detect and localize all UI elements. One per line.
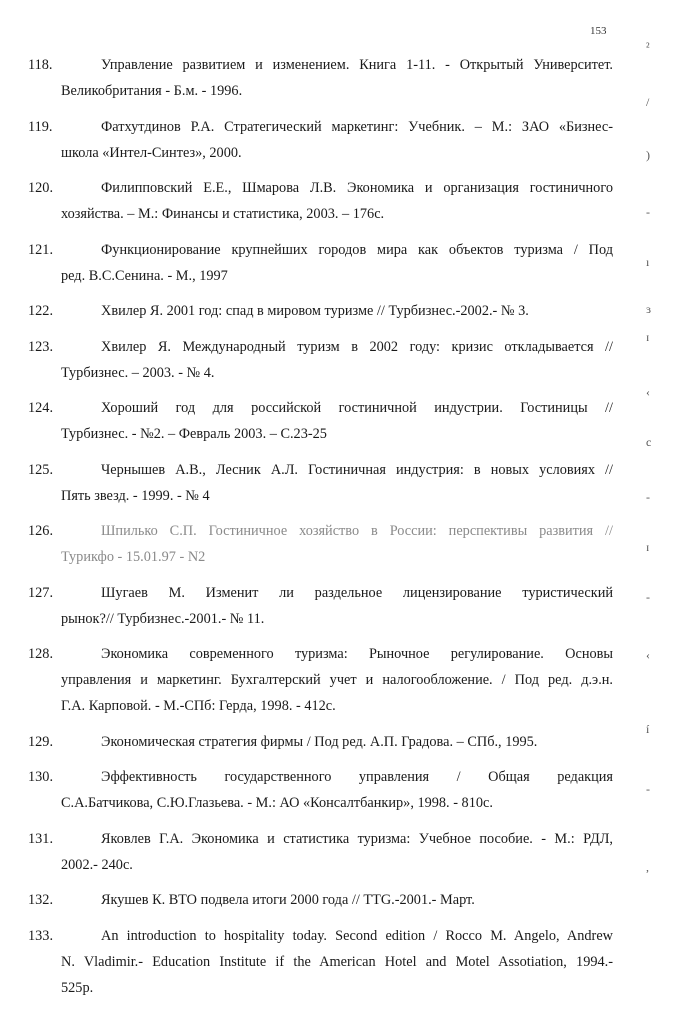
reference-line: Управление развитием и изменением. Книга 1-11. - Открытый Университет. bbox=[101, 57, 613, 73]
reference-number: 120. bbox=[28, 180, 54, 196]
reference-entry bbox=[0, 518, 700, 570]
reference-number: 131. bbox=[28, 830, 54, 847]
margin-artifact-mark: , bbox=[646, 860, 649, 874]
reference-entry bbox=[0, 237, 700, 289]
reference-line: Якушев К. ВТО подвела итоги 2000 года // TTG.-2001.- Март. bbox=[101, 892, 475, 908]
margin-artifact-mark: ɜ bbox=[646, 302, 652, 316]
margin-artifact-mark: ɪ bbox=[646, 330, 650, 344]
reference-line: Пять звезд. - 1999. - № 4 bbox=[61, 487, 210, 504]
reference-line: Фатхутдинов Р.А. Стратегический маркетинг: Учебник. – М.: ЗАО «Бизнес- bbox=[101, 118, 613, 135]
reference-number: 118. bbox=[28, 57, 53, 73]
reference-line: An introduction to hospitality today. Second edition / Rocco M. Angelo, Andrew bbox=[101, 927, 613, 944]
reference-entry bbox=[0, 923, 700, 1001]
margin-artifact-mark: / bbox=[646, 95, 650, 109]
margin-artifact-mark: c bbox=[646, 435, 652, 449]
reference-entry bbox=[0, 395, 700, 447]
reference-entry bbox=[0, 580, 700, 632]
reference-number: 129. bbox=[28, 733, 54, 750]
reference-line: Турбизнес. - №2. – Февраль 2003. – С.23-25 bbox=[61, 426, 327, 442]
reference-line: 525p. bbox=[61, 979, 94, 996]
reference-entry bbox=[0, 52, 700, 104]
reference-entry bbox=[0, 887, 700, 913]
reference-line: Великобритания - Б.м. - 1996. bbox=[61, 83, 243, 99]
reference-number: 121. bbox=[28, 241, 54, 258]
margin-artifact-mark: ı bbox=[646, 255, 650, 269]
reference-entry bbox=[0, 826, 700, 878]
reference-entry bbox=[0, 114, 700, 166]
reference-number: 119. bbox=[28, 118, 53, 135]
reference-line: N. Vladimir.- Education Institute if the American Hotel and Motel Assotiation, 1994.- bbox=[61, 953, 613, 970]
reference-number: 132. bbox=[28, 892, 54, 908]
reference-line: Чернышев А.В., Лесник А.Л. Гостиничная индустрия: в новых условиях // bbox=[101, 461, 613, 478]
reference-number: 124. bbox=[28, 400, 54, 416]
reference-line: ред. В.С.Сенина. - М., 1997 bbox=[61, 267, 228, 284]
reference-line: Шугаев М. Изменит ли раздельное лицензирование туристический bbox=[101, 584, 613, 601]
margin-artifact-mark: ² bbox=[646, 40, 650, 54]
margin-artifact-mark: ‹ bbox=[646, 385, 650, 399]
reference-line: Турикфо - 15.01.97 - N2 bbox=[61, 549, 206, 565]
reference-number: 125. bbox=[28, 461, 54, 478]
margin-artifact-mark: - bbox=[646, 490, 650, 504]
margin-artifact-mark: ) bbox=[646, 148, 650, 162]
reference-line: рынок?// Турбизнес.-2001.- № 11. bbox=[61, 610, 265, 627]
reference-entry bbox=[0, 641, 700, 719]
reference-line: Шпилько С.П. Гостиничное хозяйство в России: перспективы развития // bbox=[101, 523, 613, 539]
reference-line: Эффективность государственного управления / Общая редакция bbox=[101, 769, 613, 785]
margin-artifact-mark: ‹ bbox=[646, 648, 650, 662]
reference-number: 133. bbox=[28, 927, 54, 944]
reference-entry bbox=[0, 729, 700, 755]
reference-line: Филипповский Е.Е., Шмарова Л.В. Экономика и организация гостиничного bbox=[101, 180, 613, 196]
reference-entry bbox=[0, 764, 700, 816]
reference-number: 128. bbox=[28, 646, 54, 662]
reference-line: Хвилер Я. Международный туризм в 2002 году: кризис откладывается // bbox=[101, 338, 613, 355]
reference-entry bbox=[0, 334, 700, 386]
margin-artifact-mark: - bbox=[646, 782, 650, 796]
page-number: 153 bbox=[590, 25, 607, 37]
reference-line: Экономика современного туризма: Рыночное регулирование. Основы bbox=[101, 646, 613, 662]
reference-line: Хвилер Я. 2001 год: спад в мировом туризме // Турбизнес.-2002.- № 3. bbox=[101, 303, 529, 319]
reference-line: 2002.- 240с. bbox=[61, 856, 133, 873]
reference-line: Хороший год для российской гостиничной индустрии. Гостиницы // bbox=[101, 400, 613, 416]
reference-entry bbox=[0, 457, 700, 509]
margin-artifact-mark: í bbox=[646, 722, 650, 736]
reference-line: Г.А. Карповой. - М.-СПб: Герда, 1998. - 412с. bbox=[61, 698, 336, 714]
reference-line: Функционирование крупнейших городов мира как объектов туризма / Под bbox=[101, 241, 613, 258]
reference-number: 122. bbox=[28, 303, 54, 319]
margin-artifact-mark: ɪ bbox=[646, 540, 650, 554]
reference-line: Экономическая стратегия фирмы / Под ред. А.П. Градова. – СПб., 1995. bbox=[101, 733, 538, 750]
reference-line: Турбизнес. – 2003. - № 4. bbox=[61, 364, 215, 381]
reference-line: хозяйства. – М.: Финансы и статистика, 2003. – 176с. bbox=[61, 206, 385, 222]
margin-artifact-mark: - bbox=[646, 590, 650, 604]
reference-number: 123. bbox=[28, 338, 54, 355]
reference-entry bbox=[0, 175, 700, 227]
reference-list bbox=[0, 52, 700, 1010]
reference-entry bbox=[0, 298, 700, 324]
margin-artifact-mark: - bbox=[646, 205, 650, 219]
reference-line: управления и маркетинг. Бухгалтерский учет и налогообложение. / Под ред. д.э.н. bbox=[61, 672, 613, 688]
reference-line: С.А.Батчикова, С.Ю.Глазьева. - М.: АО «Консалтбанкир», 1998. - 810с. bbox=[61, 795, 493, 811]
reference-number: 130. bbox=[28, 769, 54, 785]
reference-line: школа «Интел-Синтез», 2000. bbox=[61, 144, 242, 161]
reference-line: Яковлев Г.А. Экономика и статистика туризма: Учебное пособие. - М.: РДЛ, bbox=[101, 830, 613, 847]
reference-number: 126. bbox=[28, 523, 54, 539]
reference-number: 127. bbox=[28, 584, 54, 601]
